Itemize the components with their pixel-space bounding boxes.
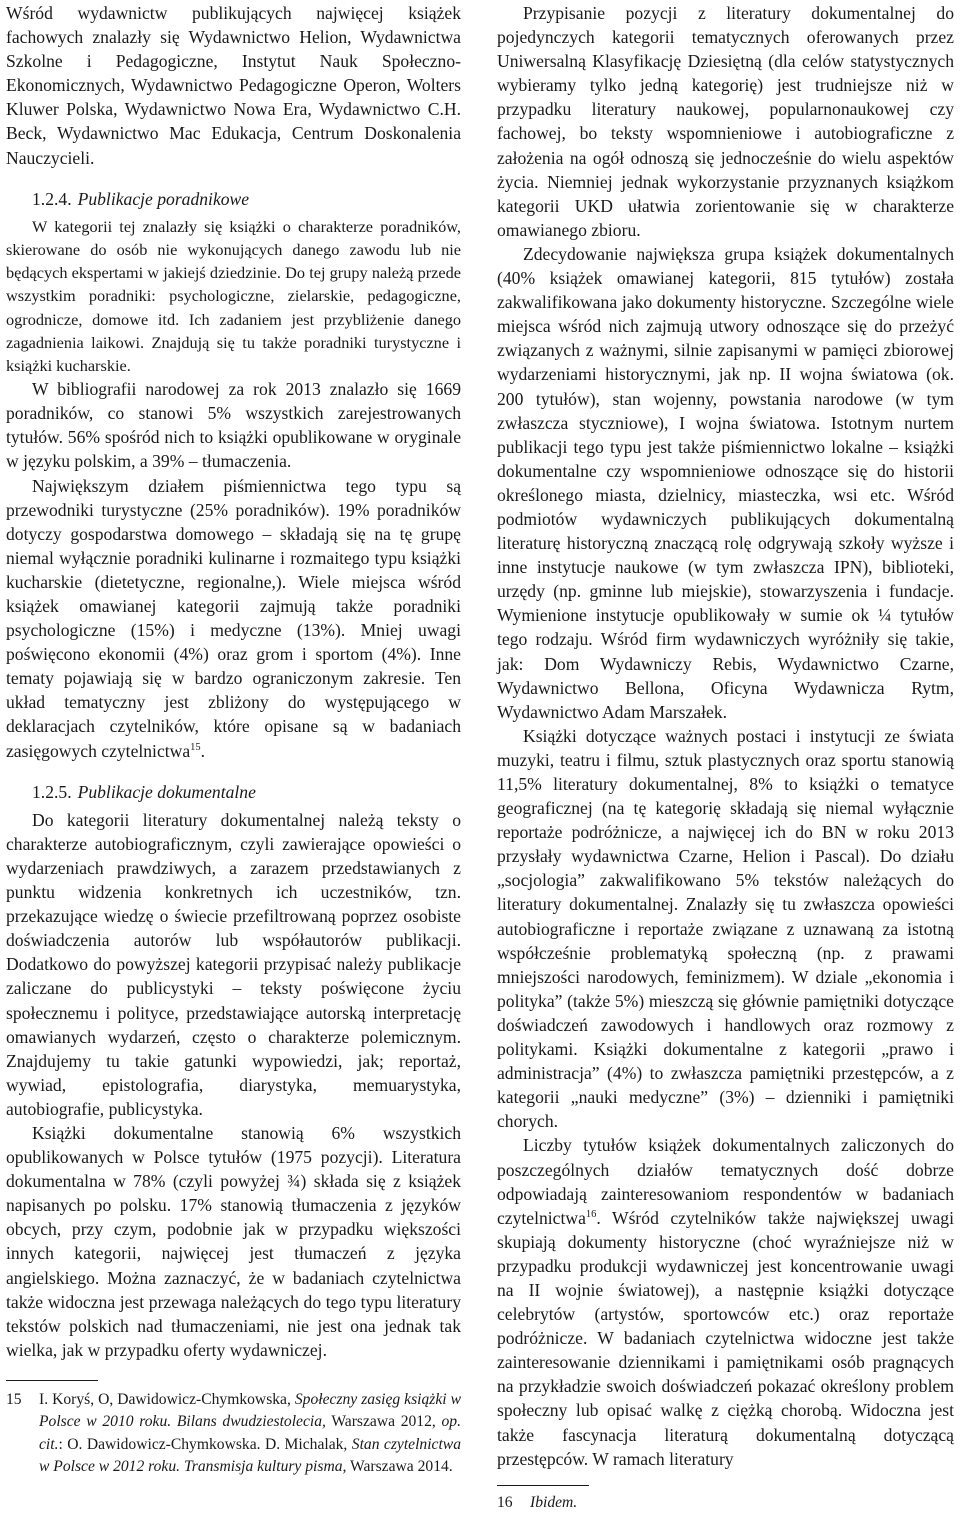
footnote-16 [497,1492,954,1514]
paragraph-documentary-definition: Do kategorii literatury dokumentalnej należą teksty o charakterze autobiograficznym, czyli zawierające opowieści o wydarzeniach prawdziwych, a zarazem przedstawianych z punktu widzenia konkretnych ich uczestników, tzn. przekazujące wiedzę o świecie przefiltrowaną poprzez osobiste doświadczenia autorów lub współautorów publikacji. Dodatkowo do powyższej kategorii przypisać należy publikacje zaliczane do publicystyki – teksty poświęcone życiu społecznemu i polityce, przedstawiające autorską interpretację omawianych wydarzeń, często o charakterze polemicznym. Znajdujemy tu takie gatunki wypowiedzi, jak; reportaż, wywiad, epistolografia, diarystyka, memuarystyka, autobiografie, publicystyka. [6,809,461,1119]
section-heading-1-2-5 [32,780,461,804]
section-number: 1.2.4. [32,188,72,209]
paragraph-classification: Przypisanie pozycji z literatury dokumentalnej do pojedynczych kategorii tematycznych oferowanych przez Uniwersalną Klasyfikację Dziesiętną (dla celów statystycznych wybieramy tylko jedną kategorię) jest trudniejsze niż w przypadku literatury naukowej, popularnonaukowej czy fachowej, bo teksty wspomnieniowe i autobiograficzne z założenia na ogół odnoszą się jednocześnie do wielu aspektów życia. Niemniej jednak wykorzystanie przyznanych książkom kategorii UKD ułatwia zorientowanie się w charakterze omawianego zbioru. [497,3,954,240]
footnote-title: Stan czytelnictwa w Polsce w 2012 roku. Transmisja kultury pisma, [39,1435,461,1476]
paragraph-text: . Wśród czytelników także największej uwagi skupiają dokumenty historyczne (choć wyraźniejsze niż w przypadku produkcji wydawniczej jest koncentrowanie uwagi na II wojnie światowej), a następnie książki dotyczące celebrytów (artystów, sportowców etc.) oraz reportaże podróżnicze. W badaniach czytelnictwa widoczne jest także zainteresowanie dziennikami i pamiętnikami osób pragnących na przykładzie swoich doświadczeń pokazać określony problem społeczny lub opisać walkę z ciężką chorobą. Widoczna jest także fascynacja literaturą dokumentalną dotyczącą przestępców. W ramach literatury [497,1207,954,1469]
footnote-citation: op. cit. [39,1413,461,1453]
section-heading-1-2-4 [32,187,461,211]
paragraph-historical-documents: Zdecydowanie największa grupa książek dokumentalnych (40% książek omawianej kategorii, 815 tytułów) została zakwalifikowana jako dokumenty historyczne. Szczególne wiele miejsca wśród nich zajmują utwory odnoszące się do przeżyć związanych z ważnymi, silnie zapisanymi w pamięci zbiorowej wydarzeniami historycznymi, jak np. II wojna światowa (ok. 200 tytułów), stan wojenny, powstania narodowe (w tym zwłaszcza styczniowe), I wojna światowa. Istotnym nurtem publikacji tego typu jest także piśmiennictwo lokalne – książki dokumentalne czy wspomnieniowe odnoszące się do historii określonego miasta, dzielnicy, miasteczka, wsi etc. Wśród podmiotów wydawniczych publikujących dokumentalną literaturę historyczną znaczącą rolę odgrywają szkoły wyższe i inne instytucje naukowe (w tym zwłaszcza IPN), biblioteki, urzędy (np. gminne lub miejskie), stowarzyszenia i fundacje. Wymienione instytucje opublikowały w sumie ok ¼ tytułów tego rodzaju. Wśród firm wydawniczych wyróżniły się takie, jak: Dom Wydawniczy Rebis, Wydawnictwo Czarne, Wydawnictwo Bellona, Oficyna Wydawnicza Rytm, Wydawnictwo Adam Marszałek. [497,243,954,722]
paragraph-publishers: Wśród wydawnictw publikujących najwięcej książek fachowych znalazły się Wydawnictwo Helion, Wydawnictwa Szkolne i Pedagogiczne, Instytut Nauk Społeczno-Ekonomicznych, Wydawnictwo Pedagogiczne Operon, Wolters Kluwer Polska, Wydawnictwo Nowa Era, Wydawnictwo C.H. Beck, Wydawnictwo Mac Edukacja, Centrum Doskonalenia Nauczycieli. [6,3,461,168]
footnote-rule [497,1485,589,1486]
footnote-number: 15 [6,1390,22,1408]
footnote-ref-15: 15 [190,741,201,753]
footnote-15 [6,1389,461,1479]
paragraph-text: Największym działem piśmiennictwa tego typu są przewodniki turystyczne (25% poradników). 19% poradników dotyczy gospodarstwa domowego – składają się na tę grupę niemal wyłącznie poradniki kulinarne i rozmaitego typu książki kucharskie (dietetyczne, regionalne,). Wiele miejsca wśród książek omawianej kategorii zajmują także poradniki psychologiczne (15%) i medyczne (13%). Mniej uwagi poświęcono ekonomii (4%) oraz grom i sportom (4%). Inne tematy pojawiają się w bardzo ograniczonym zakresie. Ten układ tematyczny jest zbliżony do występującego w deklaracjach czytelników, które opisane są w badaniach zasięgowych czytelnictwa [6,475,461,761]
footnote-text: Warszawa 2012, [325,1413,442,1431]
paragraph-guides-definition: W kategorii tej znalazły się książki o charakterze poradników, skierowane do osób nie wykonujących danego zawodu lub nie będących ekspertami w jakiejś dziedzinie. Do tej grupy należą przede wszystkim poradniki: psychologiczne, zielarskie, pedagogiczne, ogrodnicze, domowe itd. Ich zadaniem jest przybliżenie danego zagadnienia laikowi. Znajdują się tu także poradniki turystyczne i książki kucharskie. [6,216,461,375]
paragraph-guides-topics [6,474,461,763]
section-number: 1.2.5. [32,781,72,802]
footnote-rule [6,1380,98,1381]
right-column [497,0,954,1514]
footnote-title: Społeczny zasięg książki w Polsce w 2010 roku. Bilans dwudziestolecia, [39,1390,462,1431]
footnote-text: : O. Dawidowicz-Chymkowska. D. Michalak, [58,1435,352,1453]
paragraph-culture-topics: Książki dotyczące ważnych postaci i instytucji ze świata muzyki, teatru i filmu, sztuk plastycznych oraz sportu stanowią 11,5% literatury dokumentalnej, 8% to książki o tematyce geograficznej (na tę kategorię składają się niemal wyłącznie reportaże podróżnicze, a najwięcej ich do BN w roku 2013 przysłały wydawnictwa Czarne, Helion i Pascal). Do działu „socjologia” zakwalifikowano 5% tekstów należących do literatury dokumentalnej. Znalazły się tu zwłaszcza opowieści autobiograficzne i reportaże związane z uznawaną za istotną współcześnie problematyką społeczną (np. z prawami mniejszości narodowych, feminizmem). W dziale „ekonomia i polityka” (także 5%) mieszczą się głównie pamiętniki dotyczące doświadczeń zawodowych i handlowych oraz rozmowy z politykami. Książki dokumentalne z kategorii „prawo i administracja” (4%) to zwłaszcza pamiętniki przestępców, a z kategorii „nauki medyczne” (3%) – dzienniki i pamiętniki chorych. [497,725,954,1132]
footnote-ref-16: 16 [585,1208,597,1220]
footnote-text: I. Koryś, O, Dawidowicz-Chymkowska, [39,1390,295,1408]
footnote-text: Ibidem. [530,1493,578,1511]
paragraph-guides-stats: W bibliografii narodowej za rok 2013 znalazło się 1669 poradników, co stanowi 5% wszystkich zarejestrowanych tytułów. 56% spośród nich to książki opublikowane w oryginale w języku polskim, a 39% – tłumaczenia. [6,379,461,472]
paragraph-documentary-stats: Książki dokumentalne stanowią 6% wszystkich opublikowanych w Polsce tytułów (1975 pozycji). Literatura dokumentalna w 78% (czyli powyżej ¾) składa się z książek napisanych po polsku. 17% stanowią tłumaczenia z języków obcych, przy czym, podobnie jak w przypadku większości innych kategorii, najwięcej jest tłumaczeń z języka angielskiego. Można zaznaczyć, że w badaniach czytelnictwa także widoczna jest przewaga należących do tego typu literatury tekstów polskich nad tłumaczeniami, nie jest ona jednak tak wielka, jak w przypadku oferty wydawniczej. [6,1122,461,1360]
footnote-text: Warszawa 2014. [346,1458,453,1476]
section-title: Publikacje dokumentalne [77,781,256,802]
section-title: Publikacje poradnikowe [77,188,250,209]
footnote-number: 16 [497,1493,513,1511]
paragraph-readers-interest [497,1133,954,1470]
paragraph-end: . [200,740,206,761]
paragraph-text: Liczby tytułów książek dokumentalnych zaliczonych do poszczególnych działów tematycznych dość dobrze odpowiadają zainteresowaniom respondentów w badaniach czytelnictwa [497,1135,954,1228]
left-column [6,0,461,1479]
